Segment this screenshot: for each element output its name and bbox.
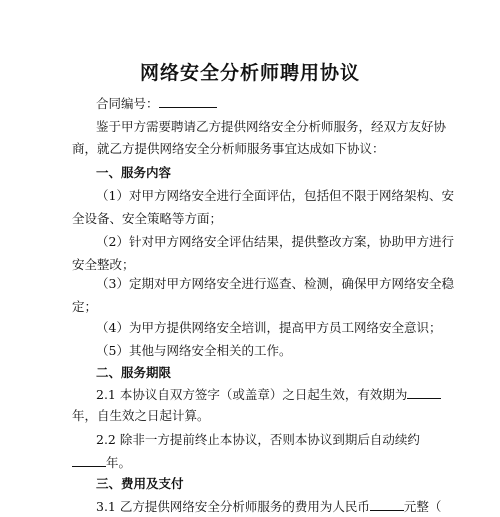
contract-number-blank — [159, 95, 217, 108]
service-item-2-line-2: 安全整改； — [72, 257, 135, 272]
renewal-years-blank — [72, 454, 106, 467]
renewal-years-suffix: 年。 — [106, 455, 132, 470]
section-heading-fees: 三、费用及支付 — [96, 476, 184, 491]
fee-clause-1-line-1 — [96, 498, 466, 515]
service-item-3-line-2: 定； — [72, 299, 98, 314]
intro-line-2: 商，就乙方提供网络安全分析师服务事宜达成如下协议： — [72, 141, 385, 156]
service-item-2-line-1: （2）针对甲方网络安全评估结果，提供整改方案，协助甲方进行 — [96, 234, 454, 249]
term-years-blank — [407, 386, 441, 399]
term-clause-2-line-2 — [72, 454, 442, 471]
service-item-1-line-2: 全设备、安全策略等方面； — [72, 211, 223, 226]
term-clause-1-line-1 — [96, 386, 466, 403]
fee-clause-1-suffix: 元整（ — [403, 499, 442, 514]
section-heading-services: 一、服务内容 — [96, 165, 172, 180]
term-clause-2-line-1: 2.2 除非一方提前终止本协议，否则本协议到期后自动续约 — [96, 432, 420, 447]
fee-amount-blank — [370, 498, 404, 511]
service-item-1-line-1: （1）对甲方网络安全进行全面评估，包括但不限于网络架构、安 — [96, 188, 454, 203]
contract-number-line — [96, 95, 466, 112]
service-item-4: （4）为甲方提供网络安全培训，提高甲方员工网络安全意识； — [96, 320, 442, 335]
intro-line-1: 鉴于甲方需要聘请乙方提供网络安全分析师服务，经双方友好协 — [96, 119, 447, 134]
contract-number-label: 合同编号： — [96, 96, 159, 111]
fee-clause-1-text: 3.1 乙方提供网络安全分析师服务的费用为人民币 — [96, 499, 370, 514]
section-heading-term: 二、服务期限 — [96, 365, 172, 380]
service-item-3-line-1: （3）定期对甲方网络安全进行巡查、检测，确保甲方网络安全稳 — [96, 276, 454, 291]
term-clause-1-text: 2.1 本协议自双方签字（或盖章）之日起生效，有效期为 — [96, 387, 408, 402]
document-title: 网络安全分析师聘用协议 — [139, 62, 360, 84]
term-clause-1-line-2: 年，自生效之日起计算。 — [72, 408, 210, 423]
service-item-5: （5）其他与网络安全相关的工作。 — [96, 343, 292, 358]
